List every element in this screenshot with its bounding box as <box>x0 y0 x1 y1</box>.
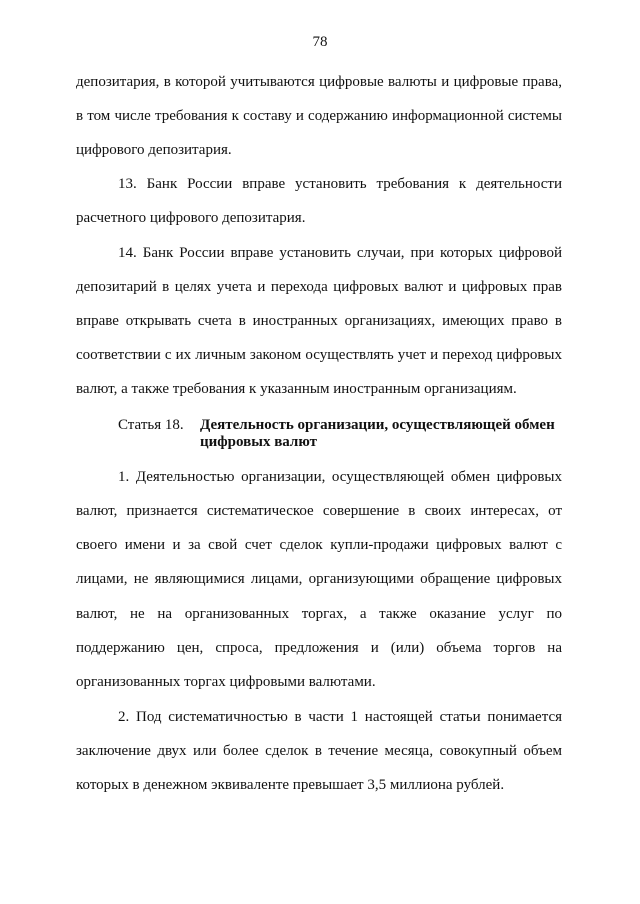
text-line: организованных торгах цифровыми валютами. <box>76 674 376 690</box>
text-line: депозитарий в целях учета и перехода цифровых валют и цифровых прав <box>76 279 562 295</box>
text-line: валют, а также требования к указанным иностранным организациям. <box>76 381 517 397</box>
text-line: 1. Деятельностью организации, осуществляющей обмен цифровых <box>118 469 562 485</box>
text-line: валют, признается систематическое совершение в своих интересах, от <box>76 503 562 519</box>
text-line: своего имени и за свой счет сделок купли-продажи цифровых валют с <box>76 537 562 553</box>
text-line: цифрового депозитария. <box>76 142 232 158</box>
text-line: расчетного цифрового депозитария. <box>76 210 306 226</box>
text-line: поддержанию цен, спроса, предложения и (или) объема торгов на <box>76 640 562 656</box>
text-line: соответствии с их личным законом осуществлять учет и переход цифровых <box>76 347 562 363</box>
article-label: Статья 18. <box>118 417 184 433</box>
article-title <box>200 417 560 451</box>
text-line: лицами, не являющимися лицами, организующими обращение цифровых <box>76 571 562 587</box>
text-line: 13. Банк России вправе установить требования к деятельности <box>118 176 562 192</box>
text-line: заключение двух или более сделок в течение месяца, совокупный объем <box>76 743 562 759</box>
text-line: вправе открывать счета в иностранных организациях, имеющих право в <box>76 313 562 329</box>
text-line: депозитария, в которой учитываются цифровые валюты и цифровые права, <box>76 74 562 90</box>
text-line: которых в денежном эквиваленте превышает 3,5 миллиона рублей. <box>76 777 505 793</box>
article-title-line: цифровых валют <box>200 434 317 450</box>
text-line: 14. Банк России вправе установить случаи, при которых цифровой <box>118 245 562 261</box>
article-title-line: Деятельность организации, осуществляющей обмен <box>200 417 555 433</box>
page-number: 78 <box>312 34 328 50</box>
text-line: в том числе требования к составу и содержанию информационной системы <box>76 108 562 124</box>
text-line: 2. Под систематичностью в части 1 настоящей статьи понимается <box>118 709 562 725</box>
text-line: валют, не на организованных торгах, а также оказание услуг по <box>76 606 562 622</box>
